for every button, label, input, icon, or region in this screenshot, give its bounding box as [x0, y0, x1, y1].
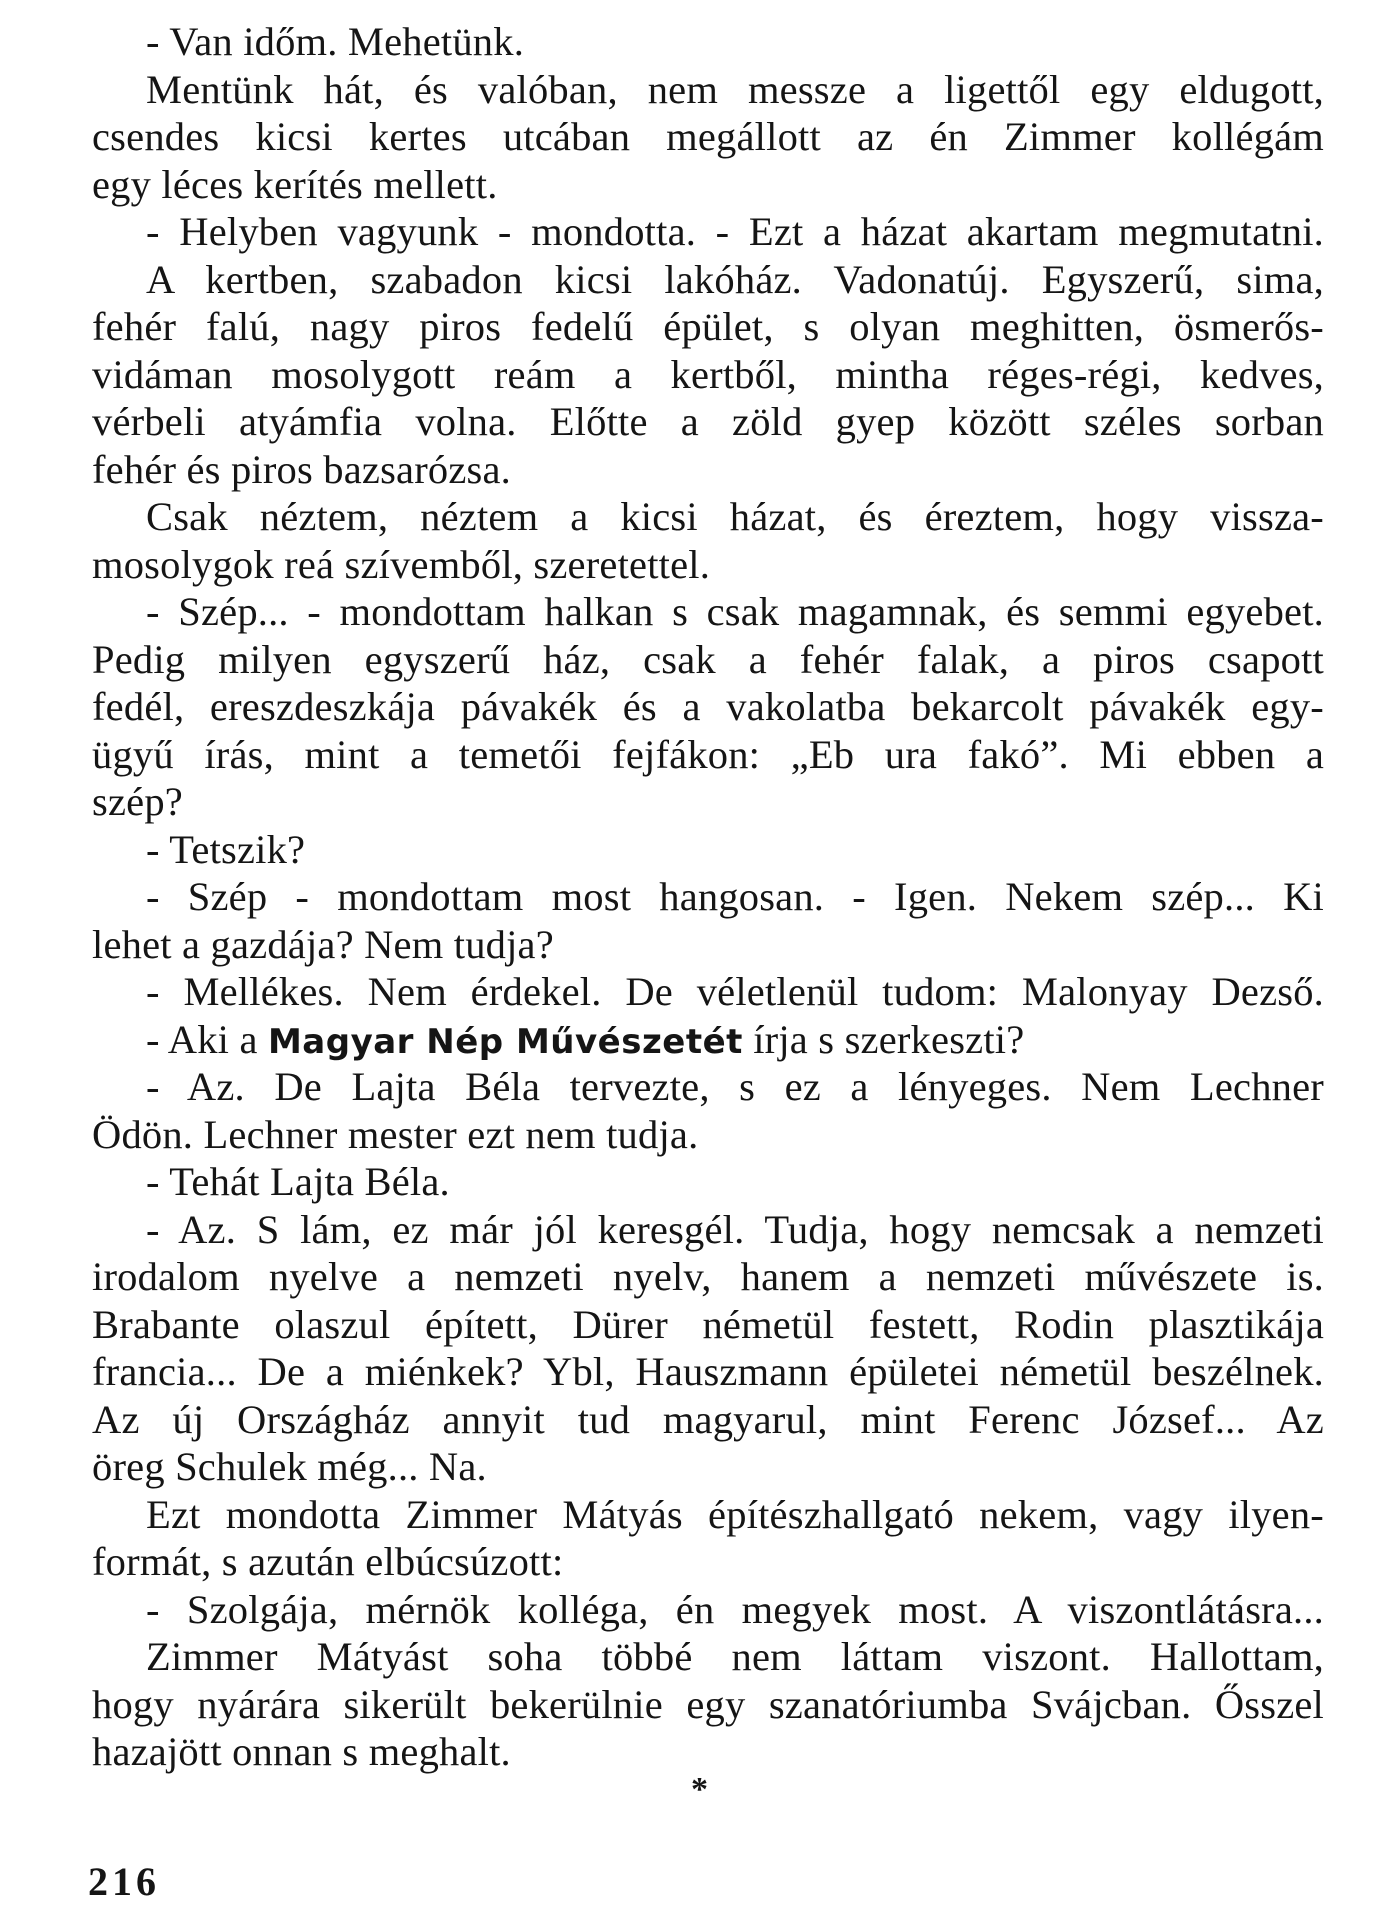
text-line: - Tehát Lajta Béla. [146, 1159, 450, 1204]
section-separator: * [691, 1771, 708, 1808]
text-line: - Az. De Lajta Béla tervezte, s ez a lényeges. Nem Lechner [146, 1064, 1324, 1109]
text-line: mosolygok reá szívemből, szeretettel. [92, 541, 711, 587]
page-text [92, 18, 1324, 1776]
text-line: - Az. S lám, ez már jól keresgél. Tudja, hogy nemcsak a nemzeti [146, 1206, 1324, 1252]
text-line: formát, s azután elbúcsúzott: [92, 1539, 564, 1584]
text-line: irodalom nyelve a nemzeti nyelv, hanem a nemzeti művészete is. [92, 1254, 1324, 1299]
text-segment: - Aki a [146, 1016, 268, 1062]
text-line: - Szolgája, mérnök kolléga, én megyek most. A viszontlátásra... [146, 1586, 1324, 1632]
text-line: ügyű írás, mint a temetői fejfákon: „Eb ura fakó”. Mi ebben a [92, 731, 1324, 777]
text-line: szép? [92, 779, 183, 824]
book-title: Magyar Nép Művészetét [267, 1021, 743, 1062]
text-line: A kertben, szabadon kicsi lakóház. Vadonatúj. Egyszerű, sima, [146, 256, 1324, 302]
text-line: - Szép... - mondottam halkan s csak magamnak, és semmi egyebet. [146, 589, 1324, 634]
text-line: fehér falú, nagy piros fedelű épület, s olyan meghitten, ösmerős- [92, 304, 1324, 349]
text-line: Zimmer Mátyást soha többé nem láttam viszont. Hallottam, [146, 1634, 1324, 1679]
text-line [92, 1016, 1324, 1064]
text-line: - Van időm. Mehetünk. [146, 19, 525, 64]
text-line: - Helyben vagyunk - mondotta. - Ezt a házat akartam megmutatni. [146, 209, 1324, 254]
text-line: öreg Schulek még... Na. [92, 1444, 487, 1489]
text-line: lehet a gazdája? Nem tudja? [92, 921, 554, 967]
text-line: - Tetszik? [146, 826, 306, 872]
text-line: Brabante olaszul épített, Dürer németül festett, Rodin plasztikája [92, 1301, 1324, 1347]
text-line: csendes kicsi kertes utcában megállott az én Zimmer kollégám [92, 114, 1324, 159]
text-line: Pedig milyen egyszerű ház, csak a fehér falak, a piros csapott [92, 636, 1324, 682]
text-line: Mentünk hát, és valóban, nem messze a ligettől egy eldugott, [146, 66, 1324, 112]
text-line: fehér és piros bazsarózsa. [92, 446, 511, 492]
text-line: vidáman mosolygott reám a kertből, mintha réges-régi, kedves, [92, 351, 1324, 397]
page-number: 216 [88, 1859, 160, 1904]
text-line: - Mellékes. Nem érdekel. De véletlenül tudom: Malonyay Dezső. [146, 969, 1324, 1014]
text-line: - Szép - mondottam most hangosan. - Igen. Nekem szép... Ki [146, 874, 1324, 919]
text-line: egy léces kerítés mellett. [92, 161, 498, 207]
text-line: hazajött onnan s meghalt. [92, 1729, 511, 1774]
text-line: Ödön. Lechner mester ezt nem tudja. [92, 1111, 699, 1157]
text-line: francia... De a miénkek? Ybl, Hauszmann épületei németül beszélnek. [92, 1349, 1324, 1394]
text-line: Ezt mondotta Zimmer Mátyás építészhallgató nekem, vagy ilyen- [146, 1491, 1324, 1537]
text-line: Csak néztem, néztem a kicsi házat, és éreztem, hogy vissza- [146, 494, 1324, 539]
text-line: Az új Országház annyit tud magyarul, mint Ferenc József... Az [92, 1396, 1324, 1442]
text-line: vérbeli atyámfia volna. Előtte a zöld gyep között széles sorban [92, 399, 1324, 444]
text-segment: írja s szerkeszti? [742, 1016, 1025, 1062]
text-line: fedél, ereszdeszkája pávakék és a vakolatba bekarcolt pávakék egy- [92, 684, 1324, 729]
text-line: hogy nyárára sikerült bekerülnie egy szanatóriumba Svájcban. Ősszel [92, 1681, 1324, 1727]
